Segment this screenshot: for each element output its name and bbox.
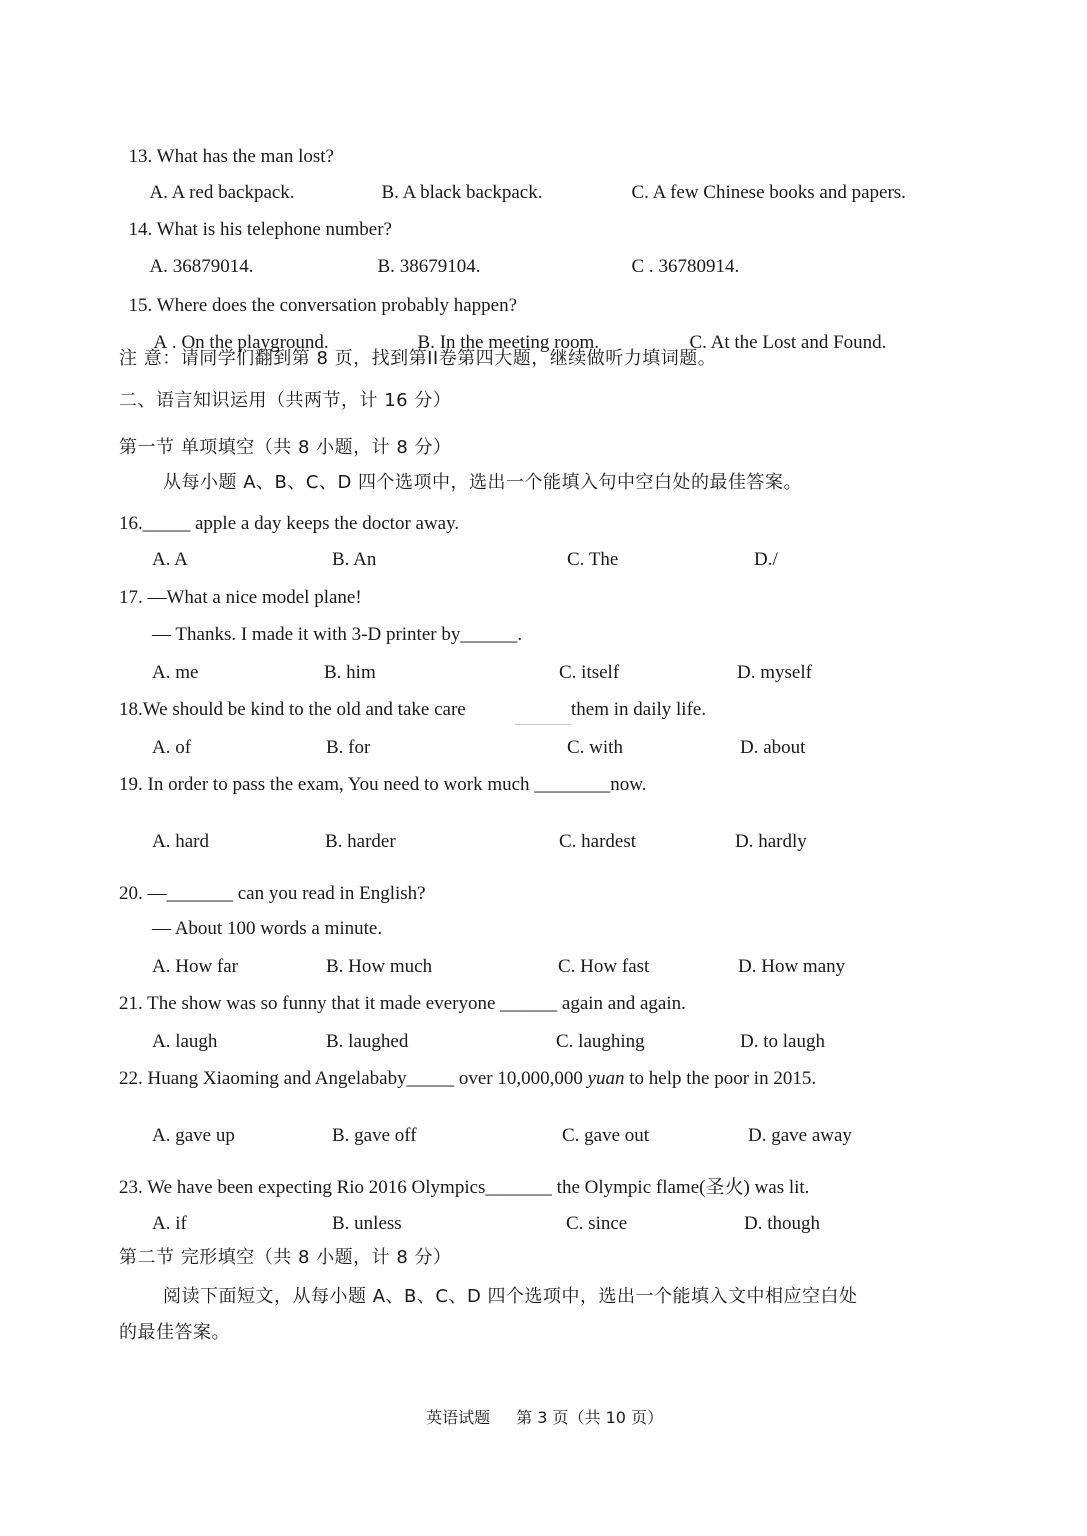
question-22-italic-word: yuan xyxy=(587,1068,625,1089)
question-22-option-d: D. gave away xyxy=(748,1125,852,1146)
option-text: 36879014. xyxy=(172,256,254,277)
question-22-stem xyxy=(119,1069,816,1088)
option-letter: C . xyxy=(631,256,654,277)
question-15-option-b xyxy=(408,314,599,352)
question-19-stem: 19. In order to pass the exam, You need to work much ________now. xyxy=(119,774,647,795)
question-16-option-c: C. The xyxy=(567,549,619,570)
question-21-stem: 21. The show was so funny that it made everyone ______ again and again. xyxy=(119,993,686,1014)
question-16-option-b: B. An xyxy=(332,549,377,570)
question-13-option-b xyxy=(372,164,542,202)
page-footer xyxy=(416,1394,663,1426)
section2-instruction-line2: 的最佳答案。 xyxy=(119,1322,230,1343)
question-14-option-a xyxy=(141,238,253,276)
question-16-stem: 16._____ apple a day keeps the doctor away. xyxy=(119,513,460,534)
question-20-reply: — About 100 words a minute. xyxy=(152,918,383,939)
question-18-option-d: D. about xyxy=(740,737,806,758)
option-text: A red backpack. xyxy=(171,182,295,203)
section2-heading: 第二节 完形填空（共 8 小题，计 8 分） xyxy=(119,1247,452,1268)
question-13-option-c xyxy=(622,164,906,202)
listening-note: 注 意：请同学们翻到第 8 页，找到第II卷第四大题，继续做听力填词题。 xyxy=(119,348,717,369)
question-22-option-b: B. gave off xyxy=(332,1125,417,1146)
option-text: A few Chinese books and papers. xyxy=(652,182,906,203)
option-text: 36780914. xyxy=(658,256,740,277)
question-text: What is his telephone number? xyxy=(156,219,392,240)
question-20-option-d: D. How many xyxy=(738,956,846,977)
question-17-stem: 17. —What a nice model plane! xyxy=(119,587,362,608)
question-15-option-c xyxy=(680,314,886,352)
question-20-option-a: A. How far xyxy=(152,956,239,977)
question-23-stem: 23. We have been expecting Rio 2016 Olympics_______ the Olympic flame(圣火) was lit. xyxy=(119,1177,810,1198)
question-17-reply: — Thanks. I made it with 3-D printer by______. xyxy=(152,624,523,645)
question-19-option-c: C. hardest xyxy=(559,831,637,852)
question-14-option-b xyxy=(368,238,480,276)
question-14-option-c xyxy=(622,238,739,276)
question-17-option-a: A. me xyxy=(152,662,199,683)
part2-heading: 二、语言知识运用（共两节，计 16 分） xyxy=(119,390,452,411)
question-13-option-a xyxy=(141,164,295,202)
question-20-option-c: C. How fast xyxy=(558,956,650,977)
question-17-option-d: D. myself xyxy=(737,662,812,683)
question-21-option-b: B. laughed xyxy=(326,1031,409,1052)
question-18-stem-start: 18.We should be kind to the old and take care xyxy=(119,699,466,720)
question-number: 15. xyxy=(128,295,153,316)
question-21-option-d: D. to laugh xyxy=(740,1031,825,1052)
question-text: What has the man lost? xyxy=(156,146,334,167)
option-letter: B. xyxy=(417,332,435,353)
question-19-option-d: D. hardly xyxy=(735,831,807,852)
footer-subject: 英语试题 xyxy=(426,1408,491,1427)
option-text: At the Lost and Found. xyxy=(710,332,887,353)
question-17-option-c: C. itself xyxy=(559,662,620,683)
question-21-option-c: C. laughing xyxy=(556,1031,645,1052)
option-letter: B. xyxy=(377,256,395,277)
answer-blank xyxy=(515,724,571,725)
question-14-stem xyxy=(119,201,392,239)
question-18-stem-end: them in daily life. xyxy=(571,699,707,720)
option-letter: C. xyxy=(689,332,707,353)
question-18-option-c: C. with xyxy=(567,737,623,758)
question-22-stem-end: to help the poor in 2015. xyxy=(624,1068,817,1089)
footer-page-number: 第 3 页（共 10 页） xyxy=(516,1408,664,1427)
question-number: 14. xyxy=(128,219,153,240)
option-text: A black backpack. xyxy=(402,182,543,203)
question-text: Where does the conversation probably happen? xyxy=(156,295,518,316)
question-20-option-b: B. How much xyxy=(326,956,433,977)
question-23-option-d: D. though xyxy=(744,1213,820,1234)
section2-instruction-line1: 阅读下面短文，从每小题 A、B、C、D 四个选项中，选出一个能填入文中相应空白处 xyxy=(163,1286,858,1307)
option-letter: B. xyxy=(381,182,399,203)
option-text: 38679104. xyxy=(399,256,481,277)
question-15-stem xyxy=(119,277,517,315)
question-19-option-a: A. hard xyxy=(152,831,209,852)
question-19-option-b: B. harder xyxy=(325,831,396,852)
section1-heading: 第一节 单项填空（共 8 小题，计 8 分） xyxy=(119,437,452,458)
option-letter: C. xyxy=(631,182,649,203)
question-16-option-a: A. A xyxy=(152,549,188,570)
option-letter: A . xyxy=(153,332,177,353)
question-21-option-a: A. laugh xyxy=(152,1031,218,1052)
question-15-option-a xyxy=(145,314,329,352)
option-text: In the meeting room. xyxy=(439,332,600,353)
question-22-stem-start: 22. Huang Xiaoming and Angelababy_____ over 10,000,000 xyxy=(119,1068,588,1089)
question-number: 13. xyxy=(128,146,153,167)
section1-instruction: 从每小题 A、B、C、D 四个选项中，选出一个能填入句中空白处的最佳答案。 xyxy=(163,472,803,493)
question-20-stem: 20. —_______ can you read in English? xyxy=(119,883,426,904)
question-18-option-b: B. for xyxy=(326,737,371,758)
option-letter: A. xyxy=(149,182,168,203)
option-text: On the playground. xyxy=(181,332,329,353)
question-22-option-a: A. gave up xyxy=(152,1125,235,1146)
question-13-stem xyxy=(119,128,334,166)
question-17-option-b: B. him xyxy=(324,662,376,683)
question-23-option-b: B. unless xyxy=(332,1213,402,1234)
question-23-option-a: A. if xyxy=(152,1213,187,1234)
option-letter: A. xyxy=(149,256,168,277)
question-22-option-c: C. gave out xyxy=(562,1125,650,1146)
question-18-option-a: A. of xyxy=(152,737,192,758)
question-23-option-c: C. since xyxy=(566,1213,628,1234)
question-16-option-d: D./ xyxy=(754,549,778,570)
